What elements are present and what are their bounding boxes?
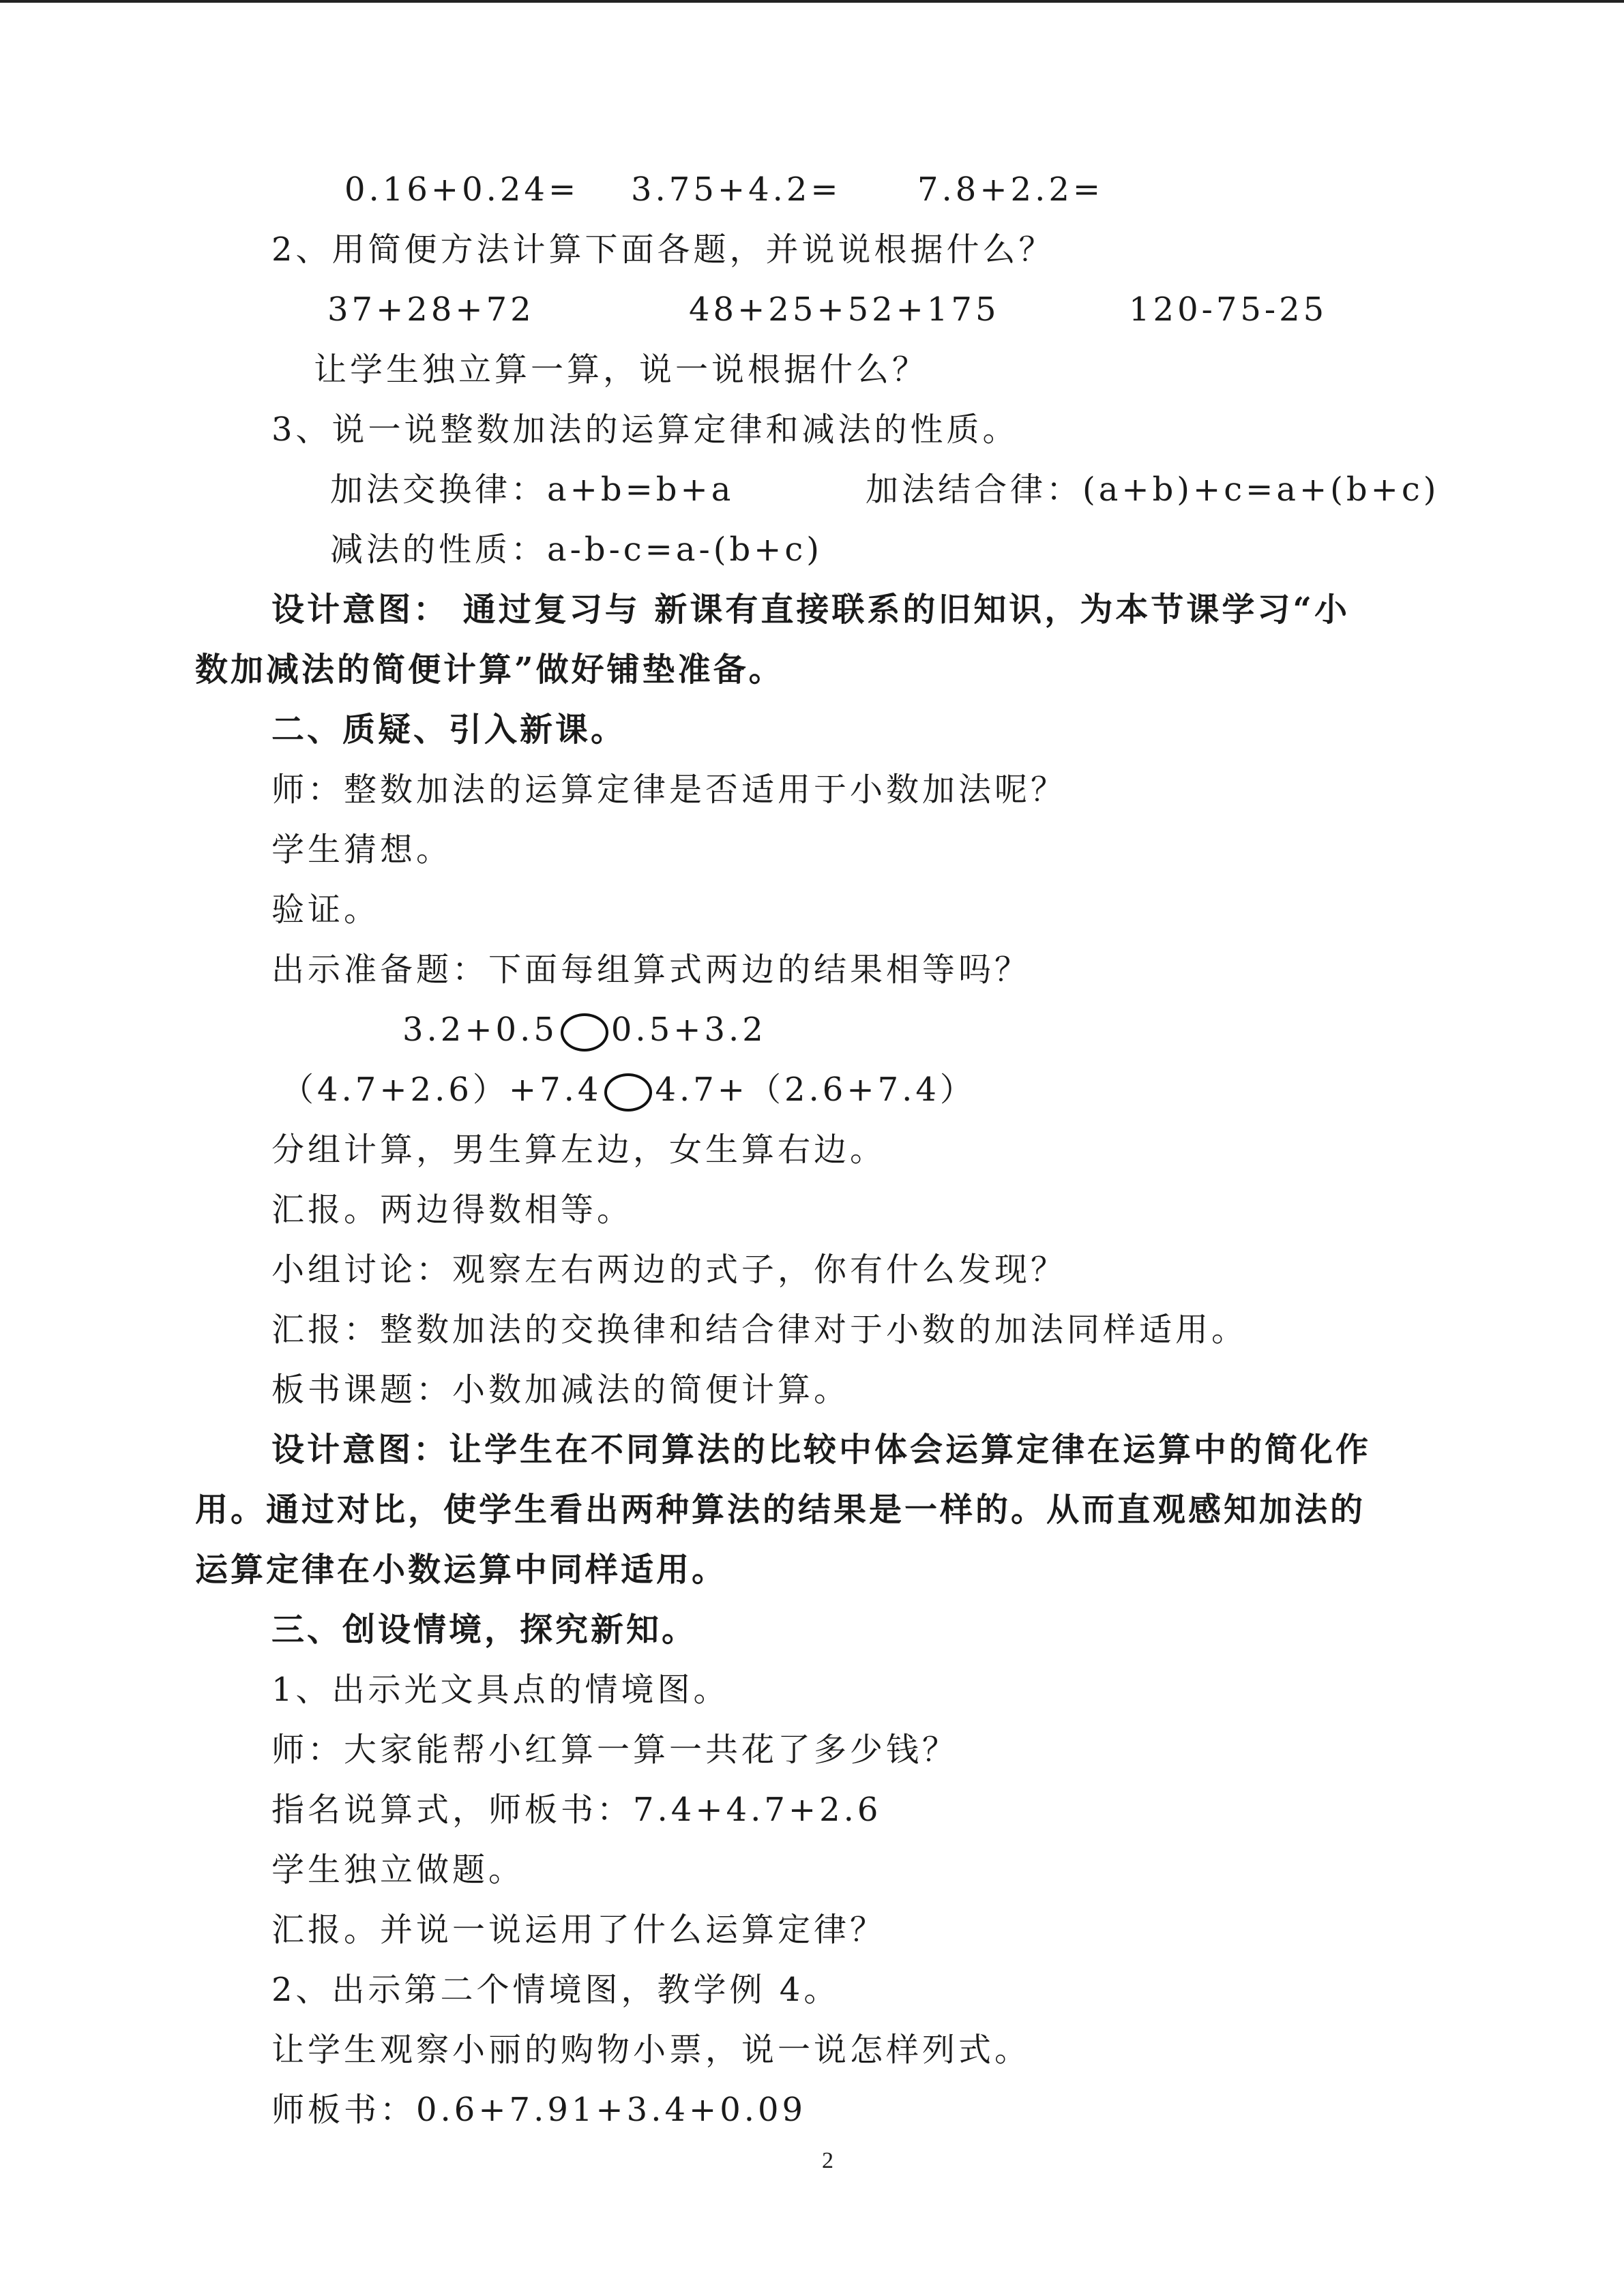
compare-circle-2[interactable] <box>604 1073 652 1112</box>
design-intent-2-line-2: 用。通过对比，使学生看出两种算法的结果是一样的。从而直观感知加法的 <box>195 1491 1366 1529</box>
q2-expr-2: 48+25+52+175 <box>689 290 1000 329</box>
student-guess: 学生猜想。 <box>271 831 453 869</box>
design-intent-2-line-1: 设计意图：让学生在不同算法的比较中体会运算定律在运算中的简化作 <box>271 1431 1372 1469</box>
step-5: 汇报。并说一说运用了什么运算定律？ <box>271 1911 887 1949</box>
compare-row-2 <box>281 1068 976 1112</box>
design-intent-1-line-1: 设计意图： 通过复习与 新课有直接联系的旧知识，为本节课学习“小 <box>271 591 1350 629</box>
q2-hint: 让学生独立算一算，说一说根据什么？ <box>314 351 929 389</box>
question-2: 2、用简便方法计算下面各题，并说说根据什么？ <box>271 230 1055 269</box>
step-3: 指名说算式，师板书：7.4+4.7+2.6 <box>271 1791 882 1829</box>
step-7: 让学生观察小丽的购物小票，说一说怎样列式。 <box>271 2031 1031 2069</box>
q2-expr-1: 37+28+72 <box>327 290 535 329</box>
group-calc: 分组计算，男生算左边，女生算右边。 <box>271 1131 887 1169</box>
page-top-border <box>0 0 1624 3</box>
law-associative: 加法结合律：(a+b)+c=a+(b+c) <box>866 471 1440 509</box>
section-3-heading: 三、创设情境，探究新知。 <box>271 1611 698 1649</box>
section-2-heading: 二、质疑、引入新课。 <box>271 711 627 749</box>
step-8: 师板书：0.6+7.91+3.4+0.09 <box>271 2091 807 2129</box>
step-2: 师：大家能帮小红算一算一共花了多少钱？ <box>271 1731 959 1769</box>
step-6: 2、出示第二个情境图，教学例 4。 <box>271 1971 840 2009</box>
review-expr-3: 7.8+2.2= <box>917 170 1104 209</box>
design-intent-2-line-3: 运算定律在小数运算中同样适用。 <box>195 1551 728 1589</box>
question-3: 3、说一说整数加法的运算定律和减法的性质。 <box>271 411 1019 449</box>
review-expressions-row <box>344 168 1104 211</box>
review-expr-1: 0.16+0.24= <box>344 170 580 209</box>
group-discussion: 小组讨论：观察左右两边的式子，你有什么发现？ <box>271 1251 1067 1289</box>
compare-2-left: （4.7+2.6）+7.4 <box>281 1071 602 1109</box>
laws-row <box>330 468 1439 511</box>
prep-question: 出示准备题：下面每组算式两边的结果相等吗？ <box>271 951 1031 989</box>
report-2: 汇报：整数加法的交换律和结合律对于小数的加法同样适用。 <box>271 1311 1248 1349</box>
compare-2-right: 4.7+（2.6+7.4） <box>655 1071 976 1109</box>
report-1: 汇报。两边得数相等。 <box>271 1191 634 1229</box>
board-title: 板书课题：小数加减法的简便计算。 <box>271 1371 851 1409</box>
teacher-question: 师：整数加法的运算定律是否适用于小数加法呢？ <box>271 771 1067 809</box>
compare-row-1 <box>402 1008 767 1052</box>
q2-expr-3: 120-75-25 <box>1129 290 1328 329</box>
review-expr-2: 3.75+4.2= <box>631 170 842 209</box>
compare-1-left: 3.2+0.5 <box>402 1011 558 1049</box>
subtraction-property: 减法的性质：a-b-c=a-(b+c) <box>330 531 823 569</box>
step-4: 学生独立做题。 <box>271 1851 525 1889</box>
design-intent-1-line-2: 数加减法的简便计算”做好铺垫准备。 <box>195 651 784 689</box>
page-number: 2 <box>822 2148 833 2173</box>
compare-1-right: 0.5+3.2 <box>610 1011 767 1049</box>
q2-expressions-row <box>327 288 1327 331</box>
law-commutative: 加法交换律：a+b=b+a <box>330 471 735 509</box>
verify: 验证。 <box>271 891 381 929</box>
step-1: 1、出示光文具点的情境图。 <box>271 1671 730 1709</box>
compare-circle-1[interactable] <box>561 1013 608 1052</box>
